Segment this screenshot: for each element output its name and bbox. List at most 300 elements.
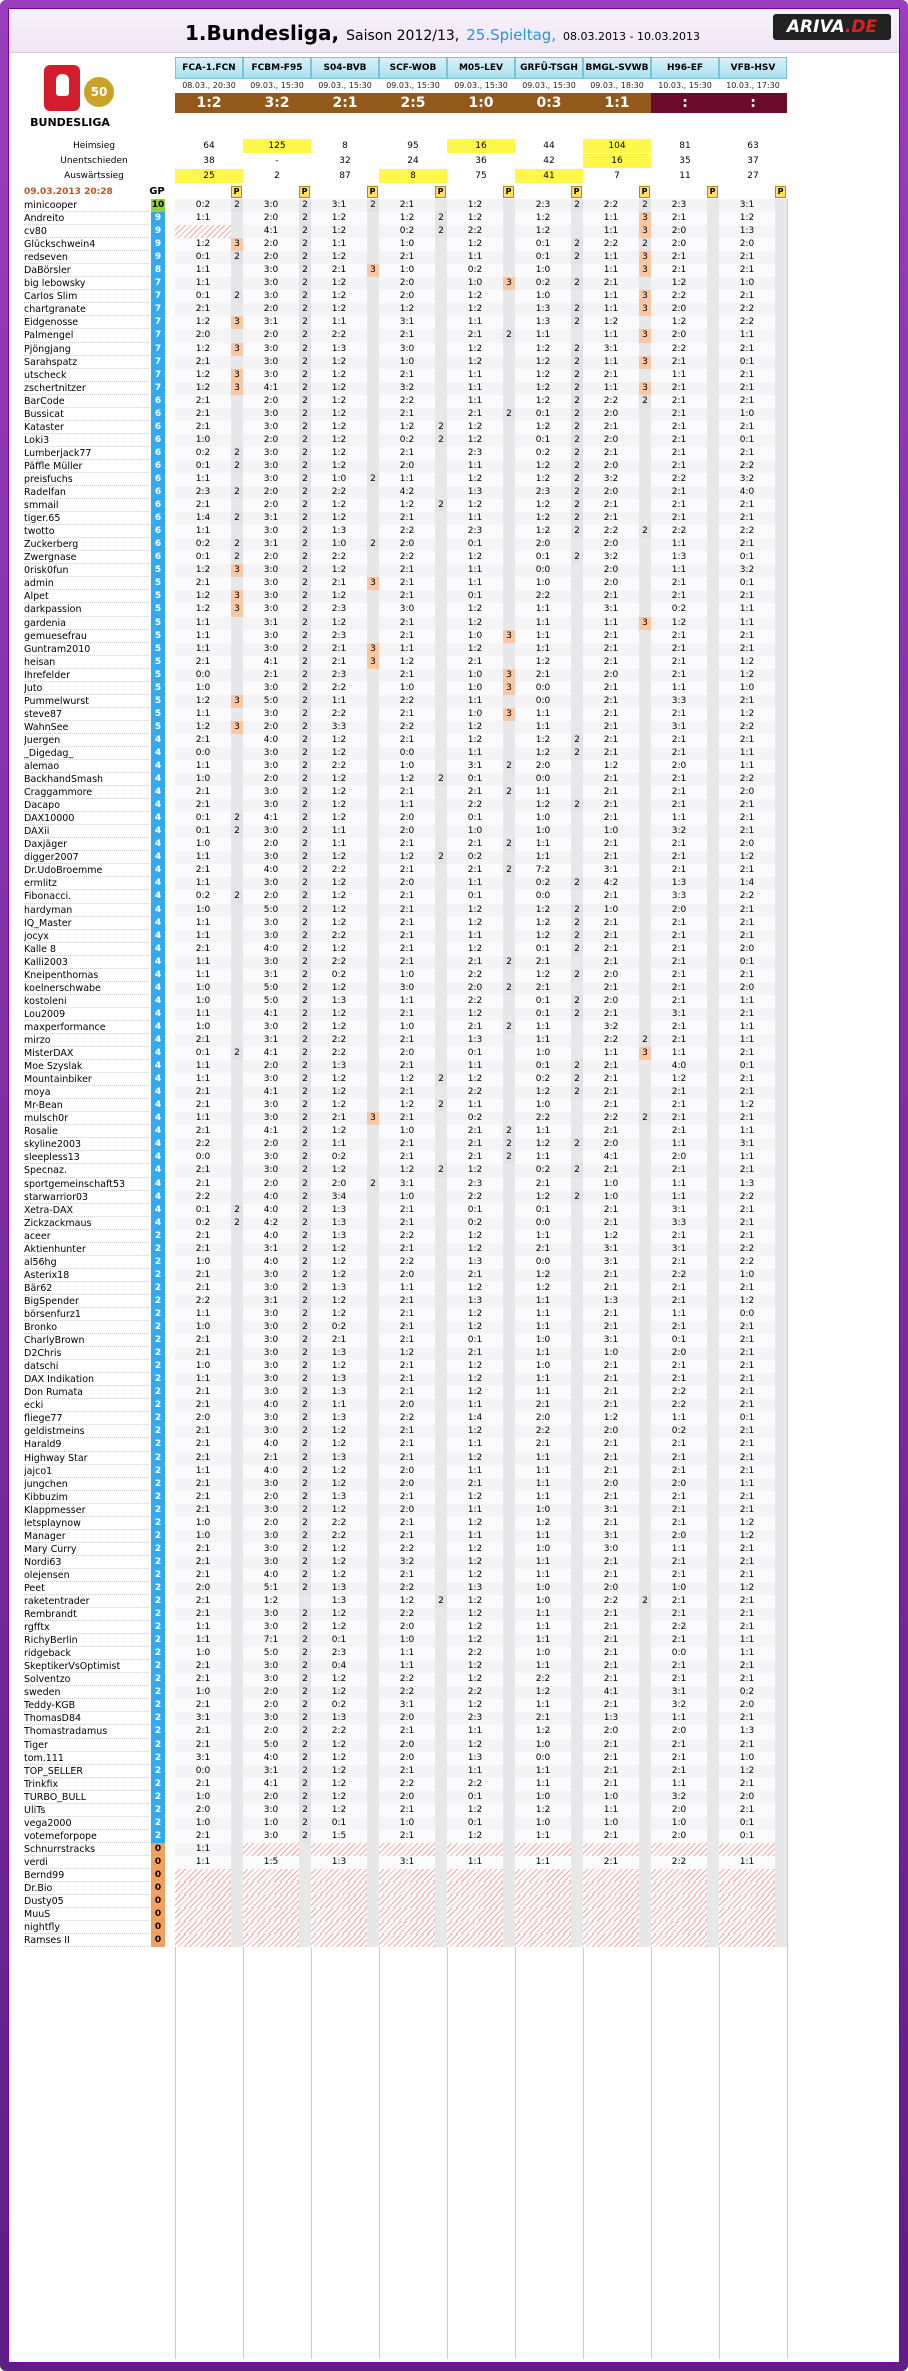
player-name[interactable]: utscheck	[24, 369, 149, 382]
player-name[interactable]: Alpet	[24, 590, 149, 603]
points-cell	[367, 1191, 379, 1204]
tip-cell: 2:1	[515, 669, 571, 682]
tip-cell: 2:1	[447, 864, 503, 877]
points-cell: 2	[299, 760, 311, 773]
tip-cell: 1:1	[447, 577, 503, 590]
tip-cell: 2:1	[175, 1556, 231, 1569]
player-name[interactable]: fliege77	[24, 1412, 149, 1425]
player-name[interactable]: Teddy-KGB	[24, 1699, 149, 1712]
player-name[interactable]: smmail	[24, 499, 149, 512]
player-name[interactable]: Dr.Bio	[24, 1882, 149, 1895]
tip-cell: 1:3	[651, 551, 707, 564]
player-name[interactable]: mulsch0r	[24, 1112, 149, 1125]
player-name[interactable]: redseven	[24, 251, 149, 264]
player-name[interactable]: vega2000	[24, 1817, 149, 1830]
tip-cell: 1:1	[515, 1125, 571, 1138]
player-name[interactable]: moya	[24, 1086, 149, 1099]
tip-cell: 1:2	[515, 917, 571, 930]
player-name[interactable]: IQ_Master	[24, 917, 149, 930]
table-row	[24, 329, 884, 342]
player-name[interactable]: BackhandSmash	[24, 773, 149, 786]
tip-cell: 1:1	[311, 238, 367, 251]
tip-cell: 2:1	[583, 734, 639, 747]
player-name[interactable]: TURBO_BULL	[24, 1791, 149, 1804]
tip-cell: 1:3	[719, 225, 775, 238]
tip-cell: 2:0	[243, 1517, 299, 1530]
player-name[interactable]: Kataster	[24, 421, 149, 434]
points-cell	[707, 1269, 719, 1282]
title-spieltag-link[interactable]: 25.Spieltag,	[466, 26, 557, 44]
points-cell	[367, 1699, 379, 1712]
tip-cell: 2:1	[651, 1256, 707, 1269]
points-cell	[571, 656, 583, 669]
player-name[interactable]: Moe Szyslak	[24, 1060, 149, 1073]
tip-cell: 2:0	[243, 434, 299, 447]
player-name[interactable]: börsenfurz1	[24, 1308, 149, 1321]
points-cell	[775, 1569, 787, 1582]
table-row	[24, 1608, 884, 1621]
player-name[interactable]: steve87	[24, 708, 149, 721]
match-code[interactable]: GRFÜ-TSGH	[515, 57, 583, 79]
player-name[interactable]: BarCode	[24, 395, 149, 408]
player-name[interactable]: CharlyBrown	[24, 1334, 149, 1347]
points-cell	[435, 1008, 447, 1021]
player-name[interactable]: gemuesefrau	[24, 630, 149, 643]
points-cell	[435, 1621, 447, 1634]
player-name[interactable]: tom.111	[24, 1752, 149, 1765]
points-cell	[503, 1491, 515, 1504]
tip-cell: 0:1	[175, 251, 231, 264]
player-name[interactable]: DAX Indikation	[24, 1373, 149, 1386]
points-cell	[707, 1869, 719, 1882]
tip-cell: 1:1	[515, 1765, 571, 1778]
player-name[interactable]: tiger.65	[24, 512, 149, 525]
points-cell	[639, 551, 651, 564]
points-cell: 2	[435, 225, 447, 238]
player-name[interactable]: kostoleni	[24, 995, 149, 1008]
match-code[interactable]: SCF-WOB	[379, 57, 447, 79]
points-cell	[503, 851, 515, 864]
points-cell	[707, 1438, 719, 1451]
tip-cell: 3:1	[719, 199, 775, 212]
player-name[interactable]: Dacapo	[24, 799, 149, 812]
tip-cell: 1:2	[515, 1725, 571, 1738]
player-name[interactable]: Asterix18	[24, 1269, 149, 1282]
points-cell	[707, 734, 719, 747]
points-cell	[435, 930, 447, 943]
player-name[interactable]: Klappmesser	[24, 1504, 149, 1517]
player-name[interactable]: Lumberjack77	[24, 447, 149, 460]
player-name[interactable]: Zwergnase	[24, 551, 149, 564]
points-cell	[435, 1034, 447, 1047]
points-cell	[435, 695, 447, 708]
player-name[interactable]: Manager	[24, 1530, 149, 1543]
tip-cell: 1:1	[583, 264, 639, 277]
points-cell	[435, 812, 447, 825]
points-cell	[775, 956, 787, 969]
table-row	[24, 1739, 884, 1752]
points-cell	[503, 656, 515, 669]
player-name[interactable]: Don Rumata	[24, 1386, 149, 1399]
player-name[interactable]: Highway Star	[24, 1452, 149, 1465]
player-name[interactable]: maxperformance	[24, 1021, 149, 1034]
points-cell	[503, 225, 515, 238]
player-name[interactable]: preisfuchs	[24, 473, 149, 486]
player-name[interactable]: Kalle 8	[24, 943, 149, 956]
points-cell: 2	[299, 877, 311, 890]
player-name[interactable]: olejensen	[24, 1569, 149, 1582]
player-name[interactable]: Peet	[24, 1582, 149, 1595]
points-cell	[435, 1517, 447, 1530]
tip-cell: 1:3	[311, 1412, 367, 1425]
player-name[interactable]: Aktienhunter	[24, 1243, 149, 1256]
tip-cell: 1:1	[515, 1660, 571, 1673]
player-name[interactable]: chartgranate	[24, 303, 149, 316]
points-cell	[367, 890, 379, 903]
tip-cell: 2:1	[379, 669, 435, 682]
player-name[interactable]: Bussicat	[24, 408, 149, 421]
player-name[interactable]: ecki	[24, 1399, 149, 1412]
tip-cell: 1:2	[379, 499, 435, 512]
player-name[interactable]: Zuckerberg	[24, 538, 149, 551]
tip-cell: 2:0	[243, 890, 299, 903]
player-name[interactable]: zschertnitzer	[24, 382, 149, 395]
tip-cell: 2:2	[311, 1517, 367, 1530]
player-name[interactable]: datschi	[24, 1360, 149, 1373]
tip-cell: 1:1	[583, 617, 639, 630]
points-cell	[707, 1478, 719, 1491]
player-name[interactable]: Rembrandt	[24, 1608, 149, 1621]
player-name[interactable]: Päffle Müller	[24, 460, 149, 473]
player-name[interactable]: Radelfan	[24, 486, 149, 499]
player-name[interactable]: minicooper	[24, 199, 149, 212]
tip-cell: 3:1	[447, 760, 503, 773]
player-name[interactable]: Zickzackmaus	[24, 1217, 149, 1230]
player-name[interactable]: alemao	[24, 760, 149, 773]
points-cell	[503, 1373, 515, 1386]
points-cell	[571, 1425, 583, 1438]
player-name[interactable]: al56hg	[24, 1256, 149, 1269]
player-name[interactable]: Palmengel	[24, 329, 149, 342]
points-cell	[775, 851, 787, 864]
points-cell	[639, 1830, 651, 1843]
player-name[interactable]: Pjöngjang	[24, 343, 149, 356]
tip-cell: 1:3	[719, 1178, 775, 1191]
player-name[interactable]: verdi	[24, 1856, 149, 1869]
player-name[interactable]: Rosalie	[24, 1125, 149, 1138]
player-name[interactable]: Harald9	[24, 1438, 149, 1451]
player-name[interactable]: MisterDAX	[24, 1047, 149, 1060]
player-name[interactable]: Kneipenthomas	[24, 969, 149, 982]
tip-cell: 2:1	[379, 786, 435, 799]
table-row	[24, 1360, 884, 1373]
player-name[interactable]: DAXii	[24, 825, 149, 838]
player-name[interactable]: gardenia	[24, 617, 149, 630]
player-name[interactable]: ermlitz	[24, 877, 149, 890]
player-name[interactable]: Juto	[24, 682, 149, 695]
no-tip-cell	[651, 1843, 707, 1856]
tip-cell: 2:0	[175, 1412, 231, 1425]
points-cell	[775, 1582, 787, 1595]
points-cell	[775, 1321, 787, 1334]
player-name[interactable]: Lou2009	[24, 1008, 149, 1021]
match-code[interactable]: BMGL-SVWB	[583, 57, 651, 79]
points-cell	[639, 1647, 651, 1660]
player-name[interactable]: Kalli2003	[24, 956, 149, 969]
player-name[interactable]: Specnaz.	[24, 1164, 149, 1177]
player-name[interactable]: digger2007	[24, 851, 149, 864]
tip-cell: 1:1	[447, 369, 503, 382]
tip-cell: 0:0	[175, 669, 231, 682]
tip-cell: 2:1	[651, 1282, 707, 1295]
table-row	[24, 1908, 884, 1921]
points-cell	[503, 525, 515, 538]
points-cell: 2	[299, 773, 311, 786]
player-name[interactable]: Craggammore	[24, 786, 149, 799]
table-row	[24, 316, 884, 329]
player-name[interactable]: aceer	[24, 1230, 149, 1243]
tip-cell: 2:1	[379, 1804, 435, 1817]
points-cell	[367, 251, 379, 264]
tip-cell: 1:3	[311, 1230, 367, 1243]
player-name[interactable]: WahnSee	[24, 721, 149, 734]
points-cell	[503, 1164, 515, 1177]
player-name[interactable]: Loki3	[24, 434, 149, 447]
player-name[interactable]: DaBörsler	[24, 264, 149, 277]
tip-cell: 1:1	[583, 303, 639, 316]
player-name[interactable]: MuuS	[24, 1908, 149, 1921]
player-name[interactable]: Xetra-DAX	[24, 1204, 149, 1217]
tip-cell: 1:3	[447, 1295, 503, 1308]
tip-cell: 2:2	[447, 225, 503, 238]
player-name[interactable]: jajco1	[24, 1465, 149, 1478]
tip-cell: 2:0	[243, 1791, 299, 1804]
points-cell	[571, 982, 583, 995]
player-name[interactable]: nightfly	[24, 1921, 149, 1934]
player-name[interactable]: SkeptikerVsOptimist	[24, 1660, 149, 1673]
stat-value: 7	[614, 171, 620, 181]
player-name[interactable]: BigSpender	[24, 1295, 149, 1308]
player-name[interactable]: Daxjäger	[24, 838, 149, 851]
player-name[interactable]: RichyBerlin	[24, 1634, 149, 1647]
no-tip-cell	[719, 1921, 775, 1934]
player-name[interactable]: Dusty05	[24, 1895, 149, 1908]
player-name[interactable]: Pummelwurst	[24, 695, 149, 708]
points-cell	[707, 1791, 719, 1804]
tip-cell: 2:1	[651, 1595, 707, 1608]
player-name[interactable]: sportgemeinschaft53	[24, 1178, 149, 1191]
player-name[interactable]: TOP_SELLER	[24, 1765, 149, 1778]
tip-cell: 1:2	[311, 1504, 367, 1517]
player-name[interactable]: hardyman	[24, 904, 149, 917]
points-cell	[639, 995, 651, 1008]
player-name[interactable]: Kibbuzim	[24, 1491, 149, 1504]
tip-cell: 3:1	[583, 1256, 639, 1269]
player-name[interactable]: Thomastradamus	[24, 1725, 149, 1738]
player-name[interactable]: D2Chris	[24, 1347, 149, 1360]
points-cell: 2	[231, 551, 243, 564]
tip-cell: 2:1	[583, 1608, 639, 1621]
game-points: 2	[151, 1256, 165, 1269]
ariva-logo[interactable]	[773, 14, 891, 40]
player-name[interactable]: darkpassion	[24, 603, 149, 616]
player-name[interactable]: Mary Curry	[24, 1543, 149, 1556]
player-name[interactable]: koelnerschwabe	[24, 982, 149, 995]
table-row	[24, 1073, 884, 1086]
points-cell	[503, 1047, 515, 1060]
points-cell	[435, 1269, 447, 1282]
player-name[interactable]: Mountainbiker	[24, 1073, 149, 1086]
player-name[interactable]: Bronko	[24, 1321, 149, 1334]
player-name[interactable]: Juergen	[24, 734, 149, 747]
points-cell: 2	[299, 1386, 311, 1399]
tip-cell: 2:1	[583, 643, 639, 656]
player-name[interactable]: starwarrior03	[24, 1191, 149, 1204]
player-name[interactable]: Carlos Slim	[24, 290, 149, 303]
tip-cell: 2:2	[583, 395, 639, 408]
points-cell: 2	[299, 1008, 311, 1021]
player-name[interactable]: mirzo	[24, 1034, 149, 1047]
tip-cell: 1:1	[583, 212, 639, 225]
tip-cell: 2:0	[379, 1504, 435, 1517]
tip-cell: 2:1	[719, 1086, 775, 1099]
points-cell	[707, 1686, 719, 1699]
player-name[interactable]: Sarahspatz	[24, 356, 149, 369]
player-name[interactable]: _Digedag_	[24, 747, 149, 760]
player-name[interactable]: Tiger	[24, 1739, 149, 1752]
points-cell	[775, 1073, 787, 1086]
tip-cell: 2:1	[719, 1321, 775, 1334]
player-name[interactable]: raketentrader	[24, 1595, 149, 1608]
points-cell: 2	[299, 1099, 311, 1112]
player-name[interactable]: Solventzo	[24, 1673, 149, 1686]
points-cell	[367, 1621, 379, 1634]
match-code[interactable]: FCA-1.FCN	[175, 57, 243, 79]
tip-cell: 1:1	[651, 369, 707, 382]
tip-cell: 2:2	[175, 1191, 231, 1204]
points-cell	[639, 473, 651, 486]
match-code[interactable]: M05-LEV	[447, 57, 515, 79]
tip-cell: 2:1	[583, 1465, 639, 1478]
points-cell: 2	[299, 1438, 311, 1451]
tip-cell: 1:2	[447, 1452, 503, 1465]
tip-cell: 2:0	[651, 303, 707, 316]
player-name[interactable]: Bernd99	[24, 1869, 149, 1882]
player-name[interactable]: big lebowsky	[24, 277, 149, 290]
game-points: 5	[151, 669, 165, 682]
player-name[interactable]: ridgeback	[24, 1647, 149, 1660]
tip-cell: 1:1	[651, 1543, 707, 1556]
player-name[interactable]: Ihrefelder	[24, 669, 149, 682]
player-name[interactable]: Eidgenosse	[24, 316, 149, 329]
match-code[interactable]: H96-EF	[651, 57, 719, 79]
player-name[interactable]: cv80	[24, 225, 149, 238]
tip-cell: 3:0	[243, 473, 299, 486]
player-name[interactable]: Trinkfix	[24, 1778, 149, 1791]
match-code[interactable]: VFB-HSV	[719, 57, 787, 79]
tip-cell: 2:1	[651, 512, 707, 525]
player-name[interactable]: Fibonacci.	[24, 890, 149, 903]
player-name[interactable]: Andreito	[24, 212, 149, 225]
tip-cell: 2:0	[243, 1178, 299, 1191]
player-name[interactable]: Schnurrstracks	[24, 1843, 149, 1856]
table-row	[24, 290, 884, 303]
tip-cell: 2:2	[379, 551, 435, 564]
player-name[interactable]: admin	[24, 577, 149, 590]
player-name[interactable]: Glückschwein4	[24, 238, 149, 251]
player-name[interactable]: Bär62	[24, 1282, 149, 1295]
points-cell	[639, 708, 651, 721]
points-cell	[367, 1556, 379, 1569]
tip-cell: 1:0	[379, 1817, 435, 1830]
no-tip-cell	[379, 1882, 435, 1895]
points-cell	[775, 890, 787, 903]
tip-cell: 2:2	[379, 1778, 435, 1791]
player-name[interactable]: Ramses II	[24, 1934, 149, 1947]
player-name[interactable]: 0risk0fun	[24, 564, 149, 577]
tip-cell: 1:2	[447, 1425, 503, 1438]
tip-cell: 2:1	[651, 499, 707, 512]
player-name[interactable]: votemeforpope	[24, 1830, 149, 1843]
tip-cell: 1:1	[447, 564, 503, 577]
tip-cell: 1:1	[515, 1491, 571, 1504]
player-name[interactable]: geldistmeins	[24, 1425, 149, 1438]
tip-cell: 0:1	[175, 460, 231, 473]
player-name[interactable]: UliTs	[24, 1804, 149, 1817]
table-row	[24, 812, 884, 825]
tip-cell: 0:1	[719, 1830, 775, 1843]
points-cell	[367, 1530, 379, 1543]
points-cell: 2	[639, 395, 651, 408]
tip-cell: 2:2	[651, 343, 707, 356]
points-cell	[639, 1517, 651, 1530]
match-code[interactable]: FCBM-F95	[243, 57, 311, 79]
player-name[interactable]: jungchen	[24, 1478, 149, 1491]
tip-cell: 1:2	[311, 1543, 367, 1556]
points-cell	[639, 1765, 651, 1778]
player-name[interactable]: ThomasD84	[24, 1712, 149, 1725]
player-name[interactable]: Guntram2010	[24, 643, 149, 656]
game-points: 2	[151, 1699, 165, 1712]
tip-cell: 2:1	[175, 1282, 231, 1295]
player-name[interactable]: Nordi63	[24, 1556, 149, 1569]
table-row	[24, 1504, 884, 1517]
player-name[interactable]: skyline2003	[24, 1138, 149, 1151]
player-name[interactable]: sweden	[24, 1686, 149, 1699]
player-name[interactable]: heisan	[24, 656, 149, 669]
player-name[interactable]: jocyx	[24, 930, 149, 943]
player-name[interactable]: Mr-Bean	[24, 1099, 149, 1112]
points-cell	[503, 1660, 515, 1673]
points-cell	[775, 277, 787, 290]
player-name[interactable]: twotto	[24, 525, 149, 538]
tip-cell: 0:1	[719, 1412, 775, 1425]
points-cell	[639, 1660, 651, 1673]
tip-cell: 2:1	[719, 1230, 775, 1243]
tip-cell: 2:3	[515, 486, 571, 499]
match-code[interactable]: S04-BVB	[311, 57, 379, 79]
game-points: 5	[151, 590, 165, 603]
tip-cell: 3:1	[719, 1138, 775, 1151]
points-cell	[571, 1608, 583, 1621]
player-name[interactable]: letsplaynow	[24, 1517, 149, 1530]
no-tip-cell	[175, 225, 231, 238]
player-name[interactable]: sleepless13	[24, 1151, 149, 1164]
update-timestamp: 09.03.2013 20:28	[24, 187, 113, 197]
player-name[interactable]: rgfftx	[24, 1621, 149, 1634]
player-name[interactable]: DAX10000	[24, 812, 149, 825]
player-name[interactable]: Dr.UdoBroemme	[24, 864, 149, 877]
